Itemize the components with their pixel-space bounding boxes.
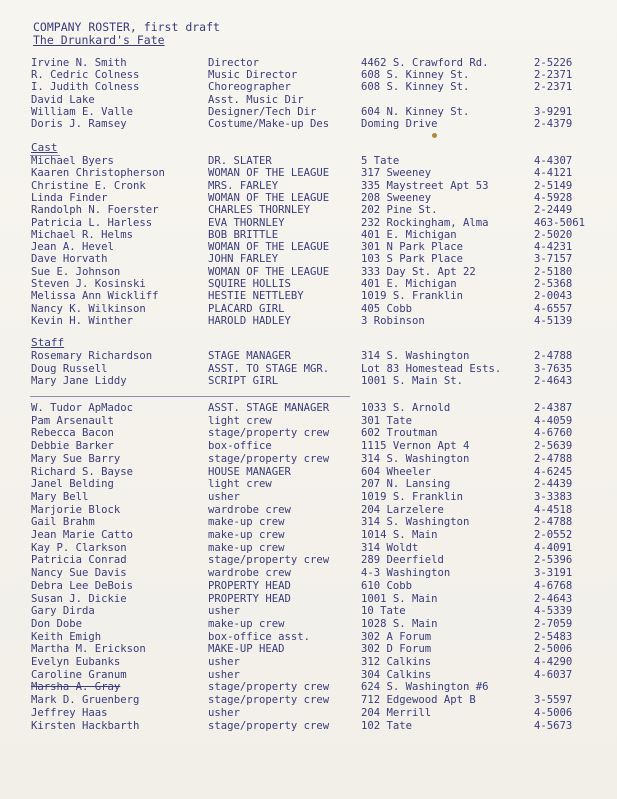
- person-name: Susan J. Dickie: [31, 592, 127, 605]
- phone-number: 2-5006: [534, 643, 573, 656]
- role-text: PLACARD GIRL: [208, 302, 285, 315]
- address-text: 4462 S. Crawford Rd.: [361, 57, 489, 69]
- roster-row: [0, 516, 617, 528]
- phone-number: 2-5180: [534, 265, 573, 278]
- roster-row: [0, 266, 617, 278]
- phone-number: 2-4439: [534, 478, 573, 491]
- role-text: ASST. STAGE MANAGER: [208, 402, 330, 414]
- address-text: 289 Deerfield: [361, 554, 444, 567]
- person-name: Doris J. Ramsey: [31, 118, 127, 130]
- role-text: Choreographer: [208, 81, 291, 94]
- address-text: 10 Tate: [361, 605, 406, 618]
- role-text: stage/property crew: [208, 681, 330, 694]
- roster-row: [0, 204, 617, 216]
- phone-number: 3-9291: [534, 105, 573, 118]
- roster-row: [0, 229, 617, 241]
- role-text: HAROLD HADLEY: [208, 314, 291, 327]
- address-text: 314 S. Washington: [361, 350, 470, 362]
- roster-row: [0, 529, 617, 541]
- person-name: Mary Bell: [31, 490, 89, 503]
- person-name: Marjorie Block: [31, 503, 121, 516]
- roster-row: [0, 278, 617, 290]
- person-name: Christine E. Cronk: [31, 179, 146, 192]
- roster-row: [0, 440, 617, 452]
- roster-row: [0, 402, 617, 414]
- address-text: 604 Wheeler: [361, 465, 432, 478]
- address-text: 610 Cobb: [361, 579, 413, 592]
- phone-number: 4-6760: [534, 427, 573, 440]
- roster-row: [0, 94, 617, 106]
- person-name: Patricia L. Harless: [31, 216, 153, 229]
- address-text: 301 Tate: [361, 414, 413, 427]
- phone-number: 463-5061: [534, 216, 586, 229]
- role-text: WOMAN OF THE LEAGUE: [208, 241, 330, 254]
- cast-heading: Cast: [31, 141, 58, 154]
- person-name: Rosemary Richardson: [31, 350, 153, 362]
- address-text: 604 N. Kinney St.: [361, 105, 470, 118]
- address-text: 3 Robinson: [361, 314, 425, 327]
- person-name: Kirsten Hackbarth: [31, 719, 140, 732]
- roster-row: [0, 593, 617, 605]
- phone-number: 2-5368: [534, 278, 573, 290]
- roster-row: [0, 69, 617, 81]
- phone-number: 2-4788: [534, 350, 573, 362]
- address-text: 333 Day St. Apt 22: [361, 265, 476, 278]
- phone-number: 4-4290: [534, 656, 573, 668]
- address-text: 314 Woldt: [361, 541, 419, 554]
- roster-row: [0, 478, 617, 490]
- address-text: 302 D Forum: [361, 643, 432, 656]
- person-name: Debra Lee DeBois: [31, 579, 134, 592]
- person-name: Mary Jane Liddy: [31, 375, 127, 387]
- roster-row: [0, 350, 617, 362]
- phone-number: 2-4643: [534, 375, 573, 387]
- phone-number: 3-5597: [534, 694, 573, 707]
- address-text: 314 S. Washington: [361, 452, 470, 465]
- phone-number: 2-4788: [534, 516, 573, 529]
- person-name: Jean Marie Catto: [31, 529, 134, 541]
- phone-number: 2-5226: [534, 57, 573, 69]
- role-text: usher: [208, 656, 240, 668]
- address-text: 1001 S. Main: [361, 592, 438, 605]
- person-name: Linda Finder: [31, 191, 108, 204]
- role-text: HOUSE MANAGER: [208, 465, 291, 478]
- address-text: 335 Maystreet Apt 53: [361, 179, 489, 192]
- phone-number: 2-4643: [534, 592, 573, 605]
- phone-number: 4-6245: [534, 465, 573, 478]
- role-text: box-office asst.: [208, 630, 311, 643]
- address-text: 304 Calkins: [361, 668, 432, 681]
- address-text: 317 Sweeney: [361, 167, 432, 180]
- address-text: 1028 S. Main: [361, 617, 438, 630]
- role-text: EVA THORNLEY: [208, 216, 285, 229]
- roster-row: [0, 363, 617, 375]
- address-text: 208 Sweeney: [361, 191, 432, 204]
- role-text: HESTIE NETTLEBY: [208, 290, 304, 303]
- address-text: 1014 S. Main: [361, 529, 438, 541]
- phone-number: 3-7157: [534, 253, 573, 266]
- address-text: 1033 S. Arnold: [361, 402, 451, 414]
- roster-row: [0, 415, 617, 427]
- phone-number: 2-5149: [534, 179, 573, 192]
- roster-row: [0, 315, 617, 327]
- roster-row: [0, 192, 617, 204]
- ink-spot: [432, 133, 437, 138]
- phone-number: 4-5139: [534, 314, 573, 327]
- phone-number: 4-6768: [534, 579, 573, 592]
- roster-row: [0, 656, 617, 668]
- address-text: 401 E. Michigan: [361, 278, 457, 290]
- address-text: 608 S. Kinney St.: [361, 69, 470, 82]
- role-text: Music Director: [208, 69, 298, 82]
- role-text: make-up crew: [208, 617, 285, 630]
- person-name: Martha M. Erickson: [31, 643, 146, 656]
- role-text: usher: [208, 706, 240, 719]
- cast-underline: [30, 155, 60, 156]
- roster-row: [0, 217, 617, 229]
- person-name: Richard S. Bayse: [31, 465, 134, 478]
- roster-row: [0, 580, 617, 592]
- roster-row: [0, 491, 617, 503]
- address-text: 102 Tate: [361, 719, 413, 732]
- address-text: 202 Pine St.: [361, 204, 438, 217]
- person-name: Don Dobe: [31, 617, 83, 630]
- role-text: BOB BRITTLE: [208, 228, 279, 241]
- roster-row: [0, 542, 617, 554]
- roster-row: [0, 180, 617, 192]
- person-name: Doug Russell: [31, 362, 108, 375]
- roster-row: [0, 427, 617, 439]
- address-text: 712 Edgewood Apt B: [361, 694, 476, 707]
- person-name: Nancy K. Wilkinson: [31, 302, 146, 315]
- phone-number: 2-7059: [534, 617, 573, 630]
- role-text: WOMAN OF THE LEAGUE: [208, 191, 330, 204]
- roster-row: [0, 453, 617, 465]
- phone-number: 2-2371: [534, 69, 573, 82]
- role-text: WOMAN OF THE LEAGUE: [208, 167, 330, 180]
- person-name: Evelyn Eubanks: [31, 656, 121, 668]
- role-text: STAGE MANAGER: [208, 350, 291, 362]
- role-text: usher: [208, 490, 240, 503]
- staff-heading: Staff: [31, 336, 65, 349]
- role-text: stage/property crew: [208, 719, 330, 732]
- person-name: Caroline Granum: [31, 668, 127, 681]
- person-name: Gail Brahm: [31, 516, 95, 529]
- roster-row: [0, 466, 617, 478]
- roster-row: [0, 106, 617, 118]
- address-text: 1019 S. Franklin: [361, 490, 464, 503]
- person-name: Pam Arsenault: [31, 414, 114, 427]
- roster-row: [0, 618, 617, 630]
- person-name: Steven J. Kosinski: [31, 278, 146, 290]
- person-name: Kevin H. Winther: [31, 314, 134, 327]
- role-text: make-up crew: [208, 529, 285, 541]
- roster-row: [0, 567, 617, 579]
- role-text: JOHN FARLEY: [208, 253, 279, 266]
- address-text: 608 S. Kinney St.: [361, 81, 470, 94]
- role-text: usher: [208, 605, 240, 618]
- role-text: box-office: [208, 440, 272, 453]
- person-name: Michael Byers: [31, 155, 114, 167]
- roster-row: [0, 375, 617, 387]
- role-text: Director: [208, 57, 260, 69]
- person-name: Michael R. Helms: [31, 228, 134, 241]
- role-text: light crew: [208, 414, 272, 427]
- roster-row: [0, 253, 617, 265]
- role-text: wardrobe crew: [208, 567, 291, 580]
- address-text: 302 A Forum: [361, 630, 432, 643]
- address-text: 1019 S. Franklin: [361, 290, 464, 303]
- phone-number: 2-5483: [534, 630, 573, 643]
- address-text: 103 S Park Place: [361, 253, 464, 266]
- page-subtitle: The Drunkard's Fate: [33, 33, 165, 47]
- phone-number: 2-4387: [534, 402, 573, 414]
- address-text: 624 S. Washington #6: [361, 681, 489, 694]
- person-name: Irvine N. Smith: [31, 57, 127, 69]
- role-text: usher: [208, 668, 240, 681]
- phone-number: 2-0552: [534, 529, 573, 541]
- address-text: 207 N. Lansing: [361, 478, 451, 491]
- roster-row: [0, 694, 617, 706]
- phone-number: 3-7635: [534, 362, 573, 375]
- phone-number: 2-5020: [534, 228, 573, 241]
- phone-number: 4-4059: [534, 414, 573, 427]
- phone-number: 2-2449: [534, 204, 573, 217]
- address-text: 401 E. Michigan: [361, 228, 457, 241]
- address-text: 1115 Vernon Apt 4: [361, 440, 470, 453]
- role-text: DR. SLATER: [208, 155, 272, 167]
- person-name: Jean A. Hevel: [31, 241, 114, 254]
- phone-number: 2-2371: [534, 81, 573, 94]
- person-name: W. Tudor ApMadoc: [31, 402, 134, 414]
- address-text: 312 Calkins: [361, 656, 432, 668]
- person-name: Patricia Conrad: [31, 554, 127, 567]
- page-title: COMPANY ROSTER, first draft: [33, 20, 220, 34]
- roster-row: [0, 241, 617, 253]
- person-name: Janel Belding: [31, 478, 114, 491]
- roster-row: [0, 155, 617, 167]
- phone-number: 4-4231: [534, 241, 573, 254]
- phone-number: 4-5339: [534, 605, 573, 618]
- crew-separator: [30, 396, 350, 397]
- roster-row: [0, 57, 617, 69]
- phone-number: 2-4379: [534, 118, 573, 130]
- person-name: Jeffrey Haas: [31, 706, 108, 719]
- roster-row: [0, 290, 617, 302]
- roster-row: [0, 303, 617, 315]
- address-text: 4-3 Washington: [361, 567, 451, 580]
- roster-row: [0, 631, 617, 643]
- role-text: SQUIRE HOLLIS: [208, 278, 291, 290]
- role-text: stage/property crew: [208, 427, 330, 440]
- person-name: Sue E. Johnson: [31, 265, 121, 278]
- roster-row: [0, 554, 617, 566]
- person-name: Rebecca Bacon: [31, 427, 114, 440]
- phone-number: 4-4307: [534, 155, 573, 167]
- person-name: Keith Emigh: [31, 630, 102, 643]
- role-text: wardrobe crew: [208, 503, 291, 516]
- role-text: Costume/Make-up Des: [208, 118, 330, 130]
- role-text: stage/property crew: [208, 554, 330, 567]
- person-name: Nancy Sue Davis: [31, 567, 127, 580]
- role-text: PROPERTY HEAD: [208, 579, 291, 592]
- role-text: MRS. FARLEY: [208, 179, 279, 192]
- role-text: Designer/Tech Dir: [208, 105, 317, 118]
- roster-row: [0, 643, 617, 655]
- role-text: stage/property crew: [208, 694, 330, 707]
- person-name: I. Judith Colness: [31, 81, 140, 94]
- roster-row: [0, 81, 617, 93]
- phone-number: 4-5928: [534, 191, 573, 204]
- address-text: 5 Tate: [361, 155, 400, 167]
- role-text: stage/property crew: [208, 452, 330, 465]
- role-text: light crew: [208, 478, 272, 491]
- role-text: Asst. Music Dir: [208, 93, 304, 106]
- person-name: Kay P. Clarkson: [31, 541, 127, 554]
- phone-number: 2-5396: [534, 554, 573, 567]
- role-text: SCRIPT GIRL: [208, 375, 279, 387]
- roster-row: [0, 681, 617, 693]
- person-name: Mark D. Gruenberg: [31, 694, 140, 707]
- roster-row: [0, 504, 617, 516]
- phone-number: 2-4788: [534, 452, 573, 465]
- address-text: 232 Rockingham, Alma: [361, 216, 489, 229]
- address-text: 1001 S. Main St.: [361, 375, 464, 387]
- role-text: ASST. TO STAGE MGR.: [208, 362, 330, 375]
- roster-row: [0, 118, 617, 130]
- role-text: make-up crew: [208, 516, 285, 529]
- address-text: 602 Troutman: [361, 427, 438, 440]
- roster-row: [0, 167, 617, 179]
- person-name: Dave Horvath: [31, 253, 108, 266]
- role-text: PROPERTY HEAD: [208, 592, 291, 605]
- person-name: William E. Valle: [31, 105, 134, 118]
- roster-row: [0, 669, 617, 681]
- address-text: Doming Drive: [361, 118, 438, 130]
- address-text: 405 Cobb: [361, 302, 413, 315]
- address-text: Lot 83 Homestead Ests.: [361, 362, 502, 375]
- address-text: 204 Larzelere: [361, 503, 444, 516]
- person-name: Gary Dirda: [31, 605, 95, 618]
- phone-number: 4-6037: [534, 668, 573, 681]
- person-name: R. Cedric Colness: [31, 69, 140, 82]
- roster-row: [0, 605, 617, 617]
- person-name: Marsha A. Gray: [31, 681, 121, 694]
- address-text: 204 Merrill: [361, 706, 432, 719]
- role-text: CHARLES THORNLEY: [208, 204, 311, 217]
- phone-number: 3-3191: [534, 567, 573, 580]
- phone-number: 2-0043: [534, 290, 573, 303]
- phone-number: 4-4091: [534, 541, 573, 554]
- role-text: MAKE-UP HEAD: [208, 643, 285, 656]
- roster-row: [0, 707, 617, 719]
- phone-number: 4-5006: [534, 706, 573, 719]
- phone-number: 3-3383: [534, 490, 573, 503]
- phone-number: 4-4518: [534, 503, 573, 516]
- roster-row: [0, 720, 617, 732]
- person-name: Melissa Ann Wickliff: [31, 290, 159, 303]
- phone-number: 4-4121: [534, 167, 573, 180]
- person-name: Mary Sue Barry: [31, 452, 121, 465]
- role-text: make-up crew: [208, 541, 285, 554]
- phone-number: 4-6557: [534, 302, 573, 315]
- person-name: Debbie Barker: [31, 440, 114, 453]
- person-name: David Lake: [31, 93, 95, 106]
- role-text: WOMAN OF THE LEAGUE: [208, 265, 330, 278]
- person-name: Kaaren Christopherson: [31, 167, 165, 180]
- phone-number: 2-5639: [534, 440, 573, 453]
- address-text: 314 S. Washington: [361, 516, 470, 529]
- address-text: 301 N Park Place: [361, 241, 464, 254]
- person-name: Randolph N. Foerster: [31, 204, 159, 217]
- phone-number: 4-5673: [534, 719, 573, 732]
